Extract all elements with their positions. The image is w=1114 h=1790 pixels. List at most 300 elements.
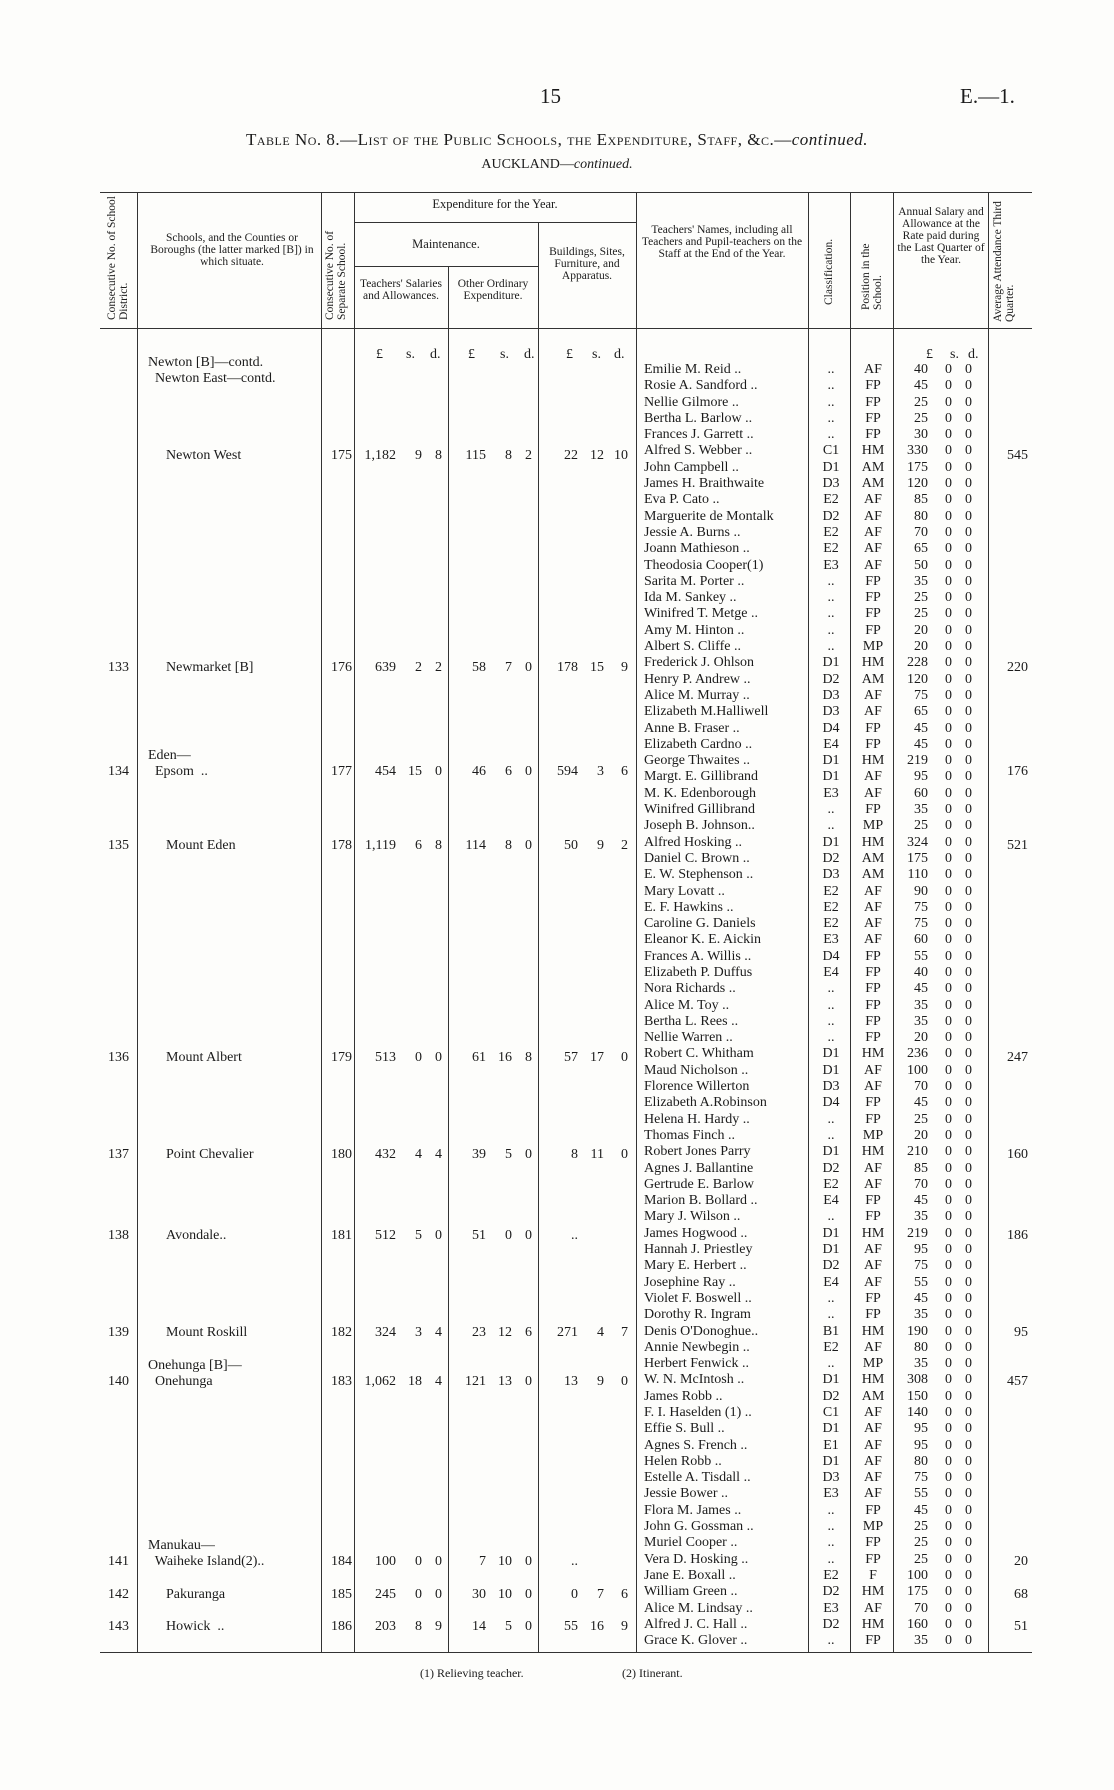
average-attendance: 51	[1014, 1619, 1028, 1634]
school-name: Newton West	[166, 448, 242, 463]
other-shillings: 8	[505, 838, 512, 853]
salary-shillings: 0	[945, 606, 952, 622]
teacher-name: Joann Mathieson ..	[644, 541, 750, 557]
salary-pence: 0	[965, 1193, 972, 1209]
teacher-position: AF	[864, 1470, 882, 1486]
salaries-shillings: 0	[415, 1587, 422, 1602]
teacher-name: Jane E. Boxall ..	[644, 1567, 736, 1583]
average-attendance: 186	[1007, 1228, 1028, 1243]
header-position: Position in the School.	[860, 243, 884, 310]
col-rule-4	[448, 266, 449, 1652]
teacher-position: MP	[862, 1519, 884, 1535]
units-salary-pence: d.	[968, 347, 979, 362]
other-pounds: 115	[465, 448, 486, 463]
classification-column	[810, 362, 852, 1649]
teacher-classification: ..	[827, 378, 835, 394]
teacher-classification: D1	[822, 834, 840, 850]
table-bottom-rule	[100, 1652, 1032, 1653]
salary-pence: 0	[965, 1111, 972, 1127]
buildings-pounds: 271	[557, 1325, 578, 1340]
footnote-itinerant: (2) Itinerant.	[622, 1666, 683, 1680]
salary-column	[896, 362, 986, 1649]
table-title-text: Table No. 8.—List of the Public Schools, the Expenditure, Staff, &c.—	[245, 130, 792, 149]
teacher-position: FP	[865, 1307, 881, 1323]
salary-pounds: 85	[914, 1160, 928, 1176]
teacher-name: Henry P. Andrew ..	[644, 671, 751, 687]
teacher-classification: ..	[827, 1307, 835, 1323]
teacher-name: Sarita M. Porter ..	[644, 573, 745, 589]
teacher-salary	[896, 525, 986, 541]
salary-pence: 0	[965, 1551, 972, 1567]
teacher-name: Gertrude E. Barlow	[644, 1176, 755, 1192]
school-name-line: Onehunga	[148, 1374, 213, 1390]
school-number: 183	[331, 1374, 352, 1390]
buildings-pence: 6	[621, 1587, 628, 1602]
teacher-name: Agnes S. French ..	[644, 1437, 748, 1453]
other-pounds: 61	[472, 1050, 486, 1065]
teacher-classification: D2	[822, 671, 840, 687]
salary-shillings: 0	[945, 1600, 952, 1616]
salary-pounds: 60	[914, 932, 928, 948]
teacher-salary	[896, 1307, 986, 1323]
salary-pounds: 175	[907, 459, 928, 475]
teacher-name: W. N. McIntosh ..	[644, 1372, 745, 1388]
teacher-name: Maud Nicholson ..	[644, 1062, 749, 1078]
other-pence: 0	[525, 838, 532, 853]
teacher-position: FP	[865, 981, 881, 997]
teacher-classification: D1	[822, 769, 840, 785]
salary-pence: 0	[965, 883, 972, 899]
salary-shillings: 0	[945, 590, 952, 606]
header-expenditure: Expenditure for the Year.	[432, 197, 558, 211]
salary-pounds: 25	[914, 1519, 928, 1535]
salary-pounds: 228	[907, 655, 928, 671]
salaries-pounds: 1,182	[364, 448, 396, 463]
region-name: AUCKLAND—	[481, 157, 574, 172]
salary-pounds: 25	[914, 818, 928, 834]
teacher-position: FP	[865, 1013, 881, 1029]
units-salary-pound: £	[926, 347, 933, 362]
teacher-classification: D1	[822, 1421, 840, 1437]
teacher-classification: ..	[827, 802, 835, 818]
teacher-position: AF	[864, 1176, 882, 1192]
table-title	[0, 130, 1114, 150]
salary-shillings: 0	[945, 639, 952, 655]
teacher-salary	[896, 1014, 986, 1030]
salary-pounds: 25	[914, 394, 928, 410]
buildings-pounds: 55	[564, 1619, 578, 1634]
col-rule-5	[538, 222, 539, 1652]
teacher-position: AF	[864, 1160, 882, 1176]
teacher-classification: D1	[822, 753, 840, 769]
salary-shillings: 0	[945, 622, 952, 638]
salary-shillings: 0	[945, 1013, 952, 1029]
salaries-pence: 4	[435, 1374, 442, 1390]
salary-pounds: 35	[914, 1209, 928, 1225]
district-number: 135	[108, 838, 129, 853]
school-number: 178	[331, 838, 352, 853]
teacher-classification: ..	[827, 427, 835, 443]
teacher-classification: ..	[827, 1519, 835, 1535]
teacher-name: Nellie Gilmore ..	[644, 394, 739, 410]
teacher-name: Eleanor K. E. Aickin	[644, 932, 762, 948]
teacher-salary	[896, 867, 986, 883]
teacher-salary	[896, 1275, 986, 1291]
other-shillings: 12	[498, 1325, 512, 1340]
teacher-position: AF	[864, 541, 882, 557]
teacher-classification: D3	[822, 476, 840, 492]
salaries-shillings: 4	[415, 1147, 422, 1162]
other-pounds: 51	[472, 1228, 486, 1243]
salary-pence: 0	[965, 671, 972, 687]
col-rule-10	[988, 192, 989, 1652]
teacher-salary	[896, 1372, 986, 1388]
teacher-salary	[896, 721, 986, 737]
salary-shillings: 0	[945, 850, 952, 866]
teacher-classification: D1	[822, 655, 840, 671]
teacher-name: Margt. E. Gillibrand	[644, 769, 759, 785]
teacher-classification: ..	[827, 1127, 835, 1143]
salary-pence: 0	[965, 1437, 972, 1453]
salary-pounds: 45	[914, 736, 928, 752]
other-pounds: 30	[472, 1587, 486, 1602]
teacher-position: FP	[865, 997, 881, 1013]
salary-shillings: 0	[945, 492, 952, 508]
salary-shillings: 0	[945, 916, 952, 932]
teacher-position: HM	[861, 834, 885, 850]
teacher-name: James Hogwood ..	[644, 1225, 748, 1241]
teacher-name: Daniel C. Brown ..	[644, 850, 750, 866]
teacher-position: FP	[865, 1502, 881, 1518]
teacher-classification: ..	[827, 622, 835, 638]
buildings-pence: 0	[621, 1147, 628, 1162]
salaries-pounds: 245	[375, 1587, 396, 1602]
teacher-salary	[896, 981, 986, 997]
units-other-shilling: s.	[500, 347, 509, 362]
teacher-name: Marion B. Bollard ..	[644, 1193, 758, 1209]
teacher-classification: ..	[827, 818, 835, 834]
teacher-salary	[896, 1552, 986, 1568]
teacher-salary	[896, 1454, 986, 1470]
teacher-position: AF	[864, 1062, 882, 1078]
teacher-salary	[896, 1046, 986, 1062]
teacher-salary	[896, 1226, 986, 1242]
salary-shillings: 0	[945, 1209, 952, 1225]
salary-pounds: 55	[914, 1274, 928, 1290]
salary-pounds: 45	[914, 1193, 928, 1209]
buildings-pence: 6	[621, 764, 628, 780]
salary-pounds: 35	[914, 997, 928, 1013]
teacher-salary	[896, 541, 986, 557]
salary-pence: 0	[965, 1421, 972, 1437]
teacher-salary	[896, 1535, 986, 1551]
teacher-name: Hannah J. Priestley	[644, 1242, 753, 1258]
teacher-classification: E4	[823, 964, 839, 980]
teacher-classification: E3	[823, 1486, 839, 1502]
teacher-salary	[896, 443, 986, 459]
salary-shillings: 0	[945, 1486, 952, 1502]
other-pence: 0	[525, 764, 532, 780]
school-number: 179	[331, 1050, 352, 1065]
teacher-salary	[896, 1161, 986, 1177]
salary-shillings: 0	[945, 948, 952, 964]
teacher-name: Annie Newbegin ..	[644, 1339, 750, 1355]
salary-shillings: 0	[945, 378, 952, 394]
teacher-name: Joseph B. Johnson..	[644, 818, 755, 834]
teacher-position: AM	[861, 867, 885, 883]
salary-pounds: 75	[914, 1258, 928, 1274]
teacher-position: MP	[862, 818, 884, 834]
salary-pounds: 65	[914, 704, 928, 720]
teacher-position: FP	[865, 1111, 881, 1127]
other-pence: 0	[525, 660, 532, 675]
buildings-pounds: 594	[557, 764, 578, 780]
other-pence: 0	[525, 1619, 532, 1634]
salary-pence: 0	[965, 1030, 972, 1046]
salary-shillings: 0	[945, 655, 952, 671]
page-number: 15	[540, 84, 561, 108]
salary-shillings: 0	[945, 802, 952, 818]
teacher-position: AF	[864, 1453, 882, 1469]
salary-pounds: 20	[914, 1127, 928, 1143]
teacher-salary	[896, 460, 986, 476]
units-salaries-pound: £	[376, 347, 383, 362]
district-number: 139	[108, 1325, 129, 1340]
teacher-position: FP	[865, 1095, 881, 1111]
buildings-pounds: ..	[571, 1228, 578, 1243]
salary-pounds: 25	[914, 1111, 928, 1127]
teacher-classification: ..	[827, 362, 835, 377]
teacher-salary	[896, 1112, 986, 1128]
salary-shillings: 0	[945, 785, 952, 801]
teacher-classification: D2	[822, 1160, 840, 1176]
salary-pence: 0	[965, 1502, 972, 1518]
teacher-classification: D1	[822, 1144, 840, 1160]
salary-shillings: 0	[945, 818, 952, 834]
teacher-salary	[896, 427, 986, 443]
salary-pence: 0	[965, 573, 972, 589]
units-buildings-pence: d.	[614, 347, 625, 362]
salary-pence: 0	[965, 1176, 972, 1192]
school-name: Howick ..	[166, 1619, 225, 1634]
teacher-salary	[896, 835, 986, 851]
teacher-classification: D4	[822, 720, 840, 736]
header-district-no: Consecutive No. of School District.	[106, 196, 130, 320]
header-attendance: Average Attendance Third Quarter.	[992, 201, 1016, 322]
header-teachers: Teachers' Names, including all Teachers and Pupil-teachers on the Staff at the End of the Year.	[641, 224, 803, 260]
teacher-salary	[896, 1389, 986, 1405]
teacher-position: FP	[865, 378, 881, 394]
teacher-classification: D3	[822, 687, 840, 703]
teacher-name: Winifred Gillibrand	[644, 802, 756, 818]
school-name: Point Chevalier	[166, 1147, 254, 1162]
salary-shillings: 0	[945, 1567, 952, 1583]
salary-pounds: 110	[907, 867, 928, 883]
salary-pence: 0	[965, 1307, 972, 1323]
teacher-name: Florence Willerton	[644, 1079, 750, 1095]
school-number: 184	[331, 1554, 352, 1570]
school-number: 182	[331, 1325, 352, 1340]
teacher-classification: ..	[827, 1356, 835, 1372]
teacher-classification: E2	[823, 1567, 839, 1583]
salaries-pence: 8	[435, 448, 442, 463]
salaries-shillings: 0	[415, 1554, 422, 1570]
other-pence: 8	[525, 1050, 532, 1065]
teacher-position: AF	[864, 1437, 882, 1453]
teacher-classification: ..	[827, 981, 835, 997]
salary-shillings: 0	[945, 1616, 952, 1632]
average-attendance: 521	[1007, 838, 1028, 853]
teacher-classification: E2	[823, 916, 839, 932]
teacher-position: HM	[861, 443, 885, 459]
salary-pence: 0	[965, 818, 972, 834]
teacher-name: Ida M. Sankey ..	[644, 590, 737, 606]
salary-shillings: 0	[945, 1470, 952, 1486]
salary-shillings: 0	[945, 1372, 952, 1388]
teacher-salary	[896, 1291, 986, 1307]
teacher-position: HM	[861, 1584, 885, 1600]
header-schools: Schools, and the Counties or Boroughs (the latter marked [B]) in which situate.	[150, 232, 314, 268]
school-number: 176	[331, 660, 352, 675]
salary-shillings: 0	[945, 1339, 952, 1355]
teacher-salary	[896, 1209, 986, 1225]
teacher-position: AF	[864, 769, 882, 785]
school-name: Avondale..	[166, 1228, 227, 1243]
salary-pence: 0	[965, 948, 972, 964]
teacher-salary	[896, 1601, 986, 1617]
buildings-shillings: 9	[597, 838, 604, 853]
salary-shillings: 0	[945, 1519, 952, 1535]
teacher-salary	[896, 1177, 986, 1193]
salary-pence: 0	[965, 394, 972, 410]
salary-pounds: 70	[914, 524, 928, 540]
salary-pence: 0	[965, 655, 972, 671]
teacher-salary	[896, 574, 986, 590]
salary-shillings: 0	[945, 704, 952, 720]
salary-shillings: 0	[945, 1160, 952, 1176]
school-name: Pakuranga	[166, 1587, 226, 1602]
salary-shillings: 0	[945, 443, 952, 459]
teacher-position: FP	[865, 606, 881, 622]
other-pounds: 114	[465, 838, 486, 853]
salary-shillings: 0	[945, 1111, 952, 1127]
teacher-name: Amy M. Hinton ..	[644, 622, 745, 638]
salary-shillings: 0	[945, 1323, 952, 1339]
teacher-name: Rosie A. Sandford ..	[644, 378, 758, 394]
teacher-classification: D2	[822, 1584, 840, 1600]
buildings-pounds: 13	[564, 1374, 578, 1390]
salary-pence: 0	[965, 1225, 972, 1241]
salary-pounds: 20	[914, 639, 928, 655]
salary-shillings: 0	[945, 1176, 952, 1192]
buildings-shillings: 3	[597, 764, 604, 780]
buildings-pounds: 0	[571, 1587, 578, 1602]
salary-pounds: 120	[907, 476, 928, 492]
salary-pence: 0	[965, 932, 972, 948]
teacher-classification: ..	[827, 997, 835, 1013]
teacher-salary	[896, 1470, 986, 1486]
teacher-classification: ..	[827, 590, 835, 606]
district-number: 137	[108, 1147, 129, 1162]
teacher-salary	[896, 1030, 986, 1046]
salary-pence: 0	[965, 1567, 972, 1583]
teacher-classification: D2	[822, 1258, 840, 1274]
teacher-name: Agnes J. Ballantine	[644, 1160, 754, 1176]
salary-pence: 0	[965, 1160, 972, 1176]
teacher-salary	[896, 737, 986, 753]
teacher-position: HM	[861, 1046, 885, 1062]
district-number: 136	[108, 1050, 129, 1065]
salary-pounds: 40	[914, 964, 928, 980]
salary-shillings: 0	[945, 1258, 952, 1274]
teacher-name: Muriel Cooper ..	[644, 1535, 738, 1551]
salary-shillings: 0	[945, 573, 952, 589]
units-salaries-shilling: s.	[406, 347, 415, 362]
buildings-pence: 7	[621, 1325, 628, 1340]
teacher-position: AM	[861, 476, 885, 492]
teacher-salary	[896, 606, 986, 622]
salary-pence: 0	[965, 916, 972, 932]
teacher-salary	[896, 509, 986, 525]
teacher-salary	[896, 1421, 986, 1437]
salary-pence: 0	[965, 1600, 972, 1616]
salary-pence: 0	[965, 1339, 972, 1355]
teacher-name: Grace K. Glover ..	[644, 1633, 748, 1649]
salary-shillings: 0	[945, 1079, 952, 1095]
salary-pence: 0	[965, 1242, 972, 1258]
header-buildings: Buildings, Sites, Furniture, and Apparatus.	[549, 246, 625, 282]
teacher-salary	[896, 590, 986, 606]
teacher-classification: E3	[823, 1600, 839, 1616]
salary-pence: 0	[965, 362, 972, 377]
salary-pounds: 75	[914, 1470, 928, 1486]
buildings-shillings: 11	[590, 1147, 604, 1162]
salary-shillings: 0	[945, 1453, 952, 1469]
salary-pounds: 45	[914, 1095, 928, 1111]
salary-pounds: 190	[907, 1323, 928, 1339]
other-shillings: 13	[498, 1374, 512, 1390]
teacher-position: FP	[865, 427, 881, 443]
teacher-name: Emilie M. Reid ..	[644, 362, 742, 377]
buildings-pence: 9	[621, 1619, 628, 1634]
salary-pence: 0	[965, 687, 972, 703]
school-number: 177	[331, 764, 352, 780]
units-buildings-pound: £	[566, 347, 573, 362]
buildings-pence: 2	[621, 838, 628, 853]
salary-pounds: 75	[914, 687, 928, 703]
teacher-name: Anne B. Fraser ..	[644, 720, 740, 736]
region-suffix: continued.	[573, 157, 633, 172]
units-other-pence: d.	[524, 347, 535, 362]
district-number: 133	[108, 660, 129, 675]
salary-pounds: 120	[907, 671, 928, 687]
salaries-shillings: 0	[415, 1050, 422, 1065]
buildings-pounds: 178	[557, 660, 578, 675]
teacher-salary	[896, 1584, 986, 1600]
teacher-position: AM	[861, 850, 885, 866]
salary-pence: 0	[965, 704, 972, 720]
teacher-classification: E2	[823, 1176, 839, 1192]
teacher-position: AF	[864, 1600, 882, 1616]
buildings-shillings: 17	[590, 1050, 604, 1065]
teacher-name: Frances J. Garrett ..	[644, 427, 754, 443]
salary-pounds: 35	[914, 1307, 928, 1323]
teacher-name: Alfred J. C. Hall ..	[644, 1616, 748, 1632]
salary-shillings: 0	[945, 1356, 952, 1372]
salary-pence: 0	[965, 997, 972, 1013]
teacher-name: Estelle A. Tisdall ..	[644, 1470, 751, 1486]
salary-pounds: 55	[914, 948, 928, 964]
